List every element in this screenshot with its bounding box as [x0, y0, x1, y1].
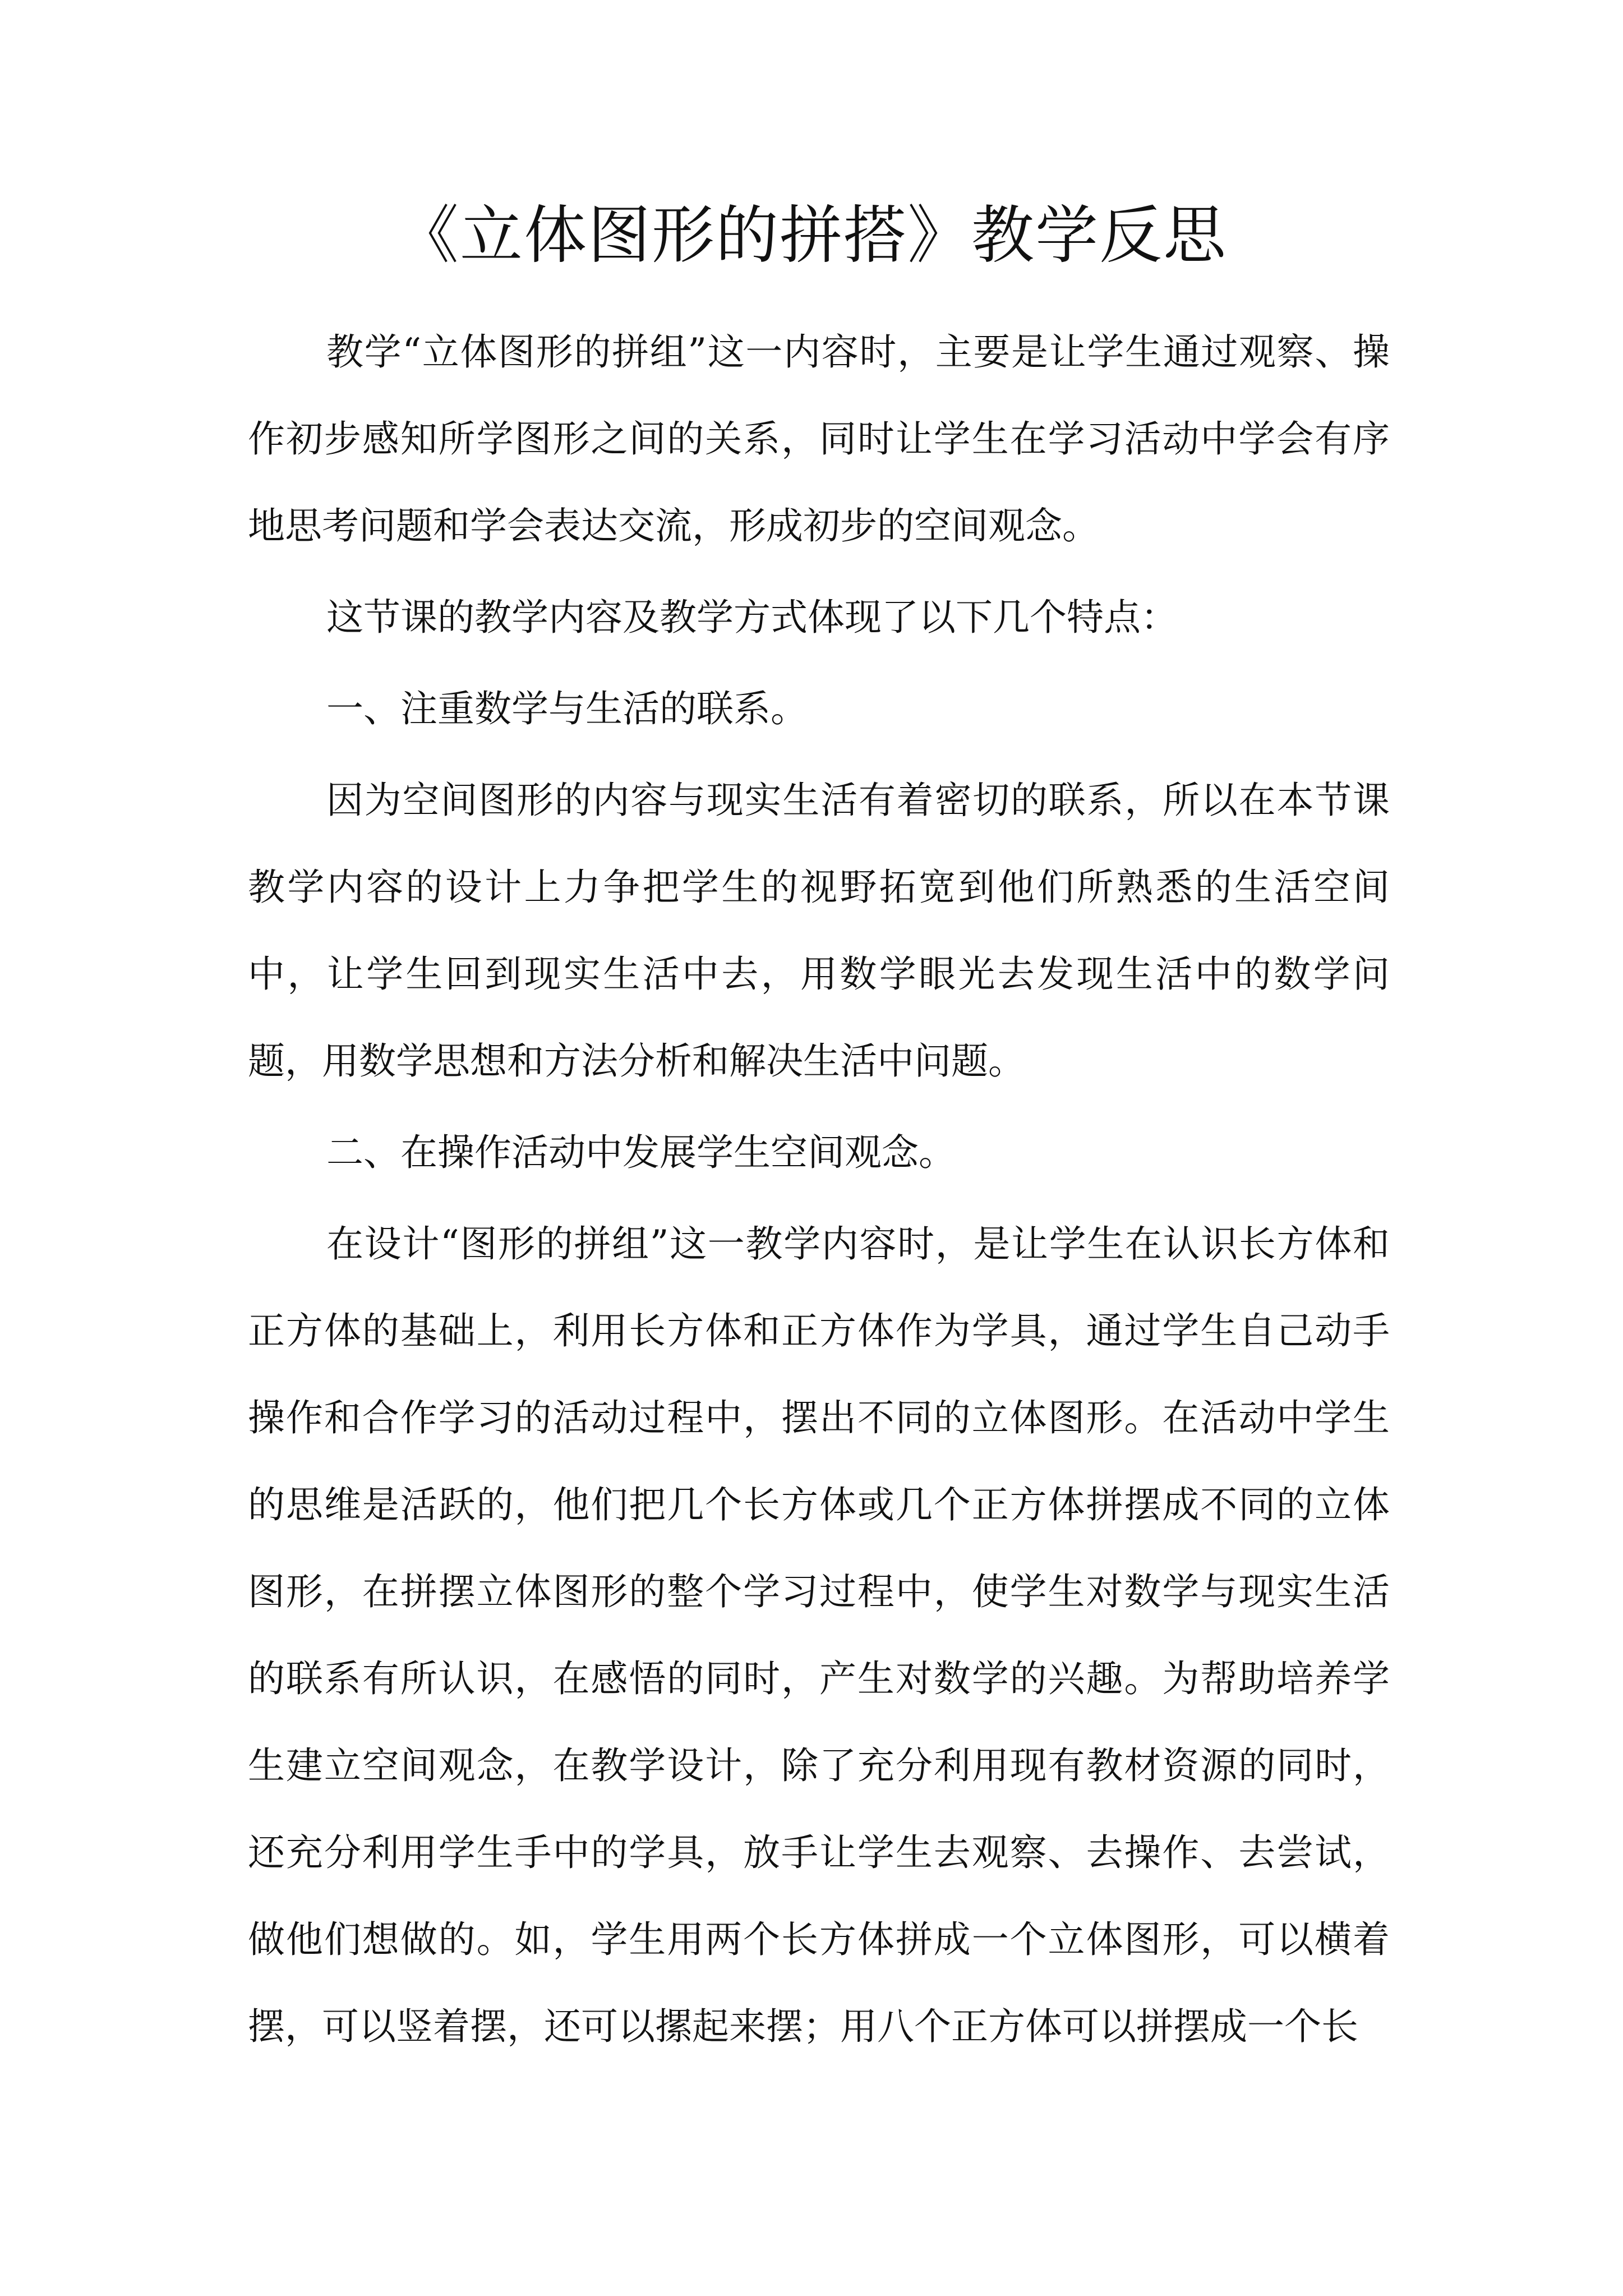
heading-point-one: 一、注重数学与生活的联系。 — [326, 687, 808, 730]
document-body — [248, 309, 1390, 2070]
paragraph-point-two: 在设计“图形的拼组”这一教学内容时，是让学生在认识长方体和正方体的基础上，利用长方体和正方体作为学具，通过学生自己动手操作和合作学习的活动过程中，摆出不同的立体图形。在活动中学生的思维是活跃的，他们把几个长方体或几个正方体拼摆成不同的立体图形，在拼摆立体图形的整个学习过程中，使学生对数学与现实生活的联系有所认识，在感悟的同时，产生对数学的兴趣。为帮助培养学生建立空间观念，在教学设计，除了充分利用现有教材资源的同时，还充分利用学生手中的学具，放手让学生去观察、去操作、去尝试，做他们想做的。如，学生用两个长方体拼成一个立体图形，可以横着摆，可以竖着摆，还可以摞起来摆；用八个正方体可以拼摆成一个长 — [248, 1222, 1390, 2048]
paragraph-point-one: 因为空间图形的内容与现实生活有着密切的联系，所以在本节课教学内容的设计上力争把学生的视野拓宽到他们所熟悉的生活空间中，让学生回到现实生活中去，用数学眼光去发现生活中的数学问题，用数学思想和方法分析和解决生活中问题。 — [248, 779, 1390, 1083]
document-title: 《立体图形的拼搭》教学反思 — [396, 199, 1227, 272]
heading-point-two: 二、在操作活动中发展学生空间观念。 — [326, 1131, 956, 1174]
paragraph-features-lead: 这节课的教学内容及教学方式体现了以下几个特点： — [326, 596, 1178, 639]
paragraph-intro: 教学“立体图形的拼组”这一内容时，主要是让学生通过观察、操作初步感知所学图形之间的关系，同时让学生在学习活动中学会有序地思考问题和学会表达交流，形成初步的空间观念。 — [248, 330, 1390, 547]
